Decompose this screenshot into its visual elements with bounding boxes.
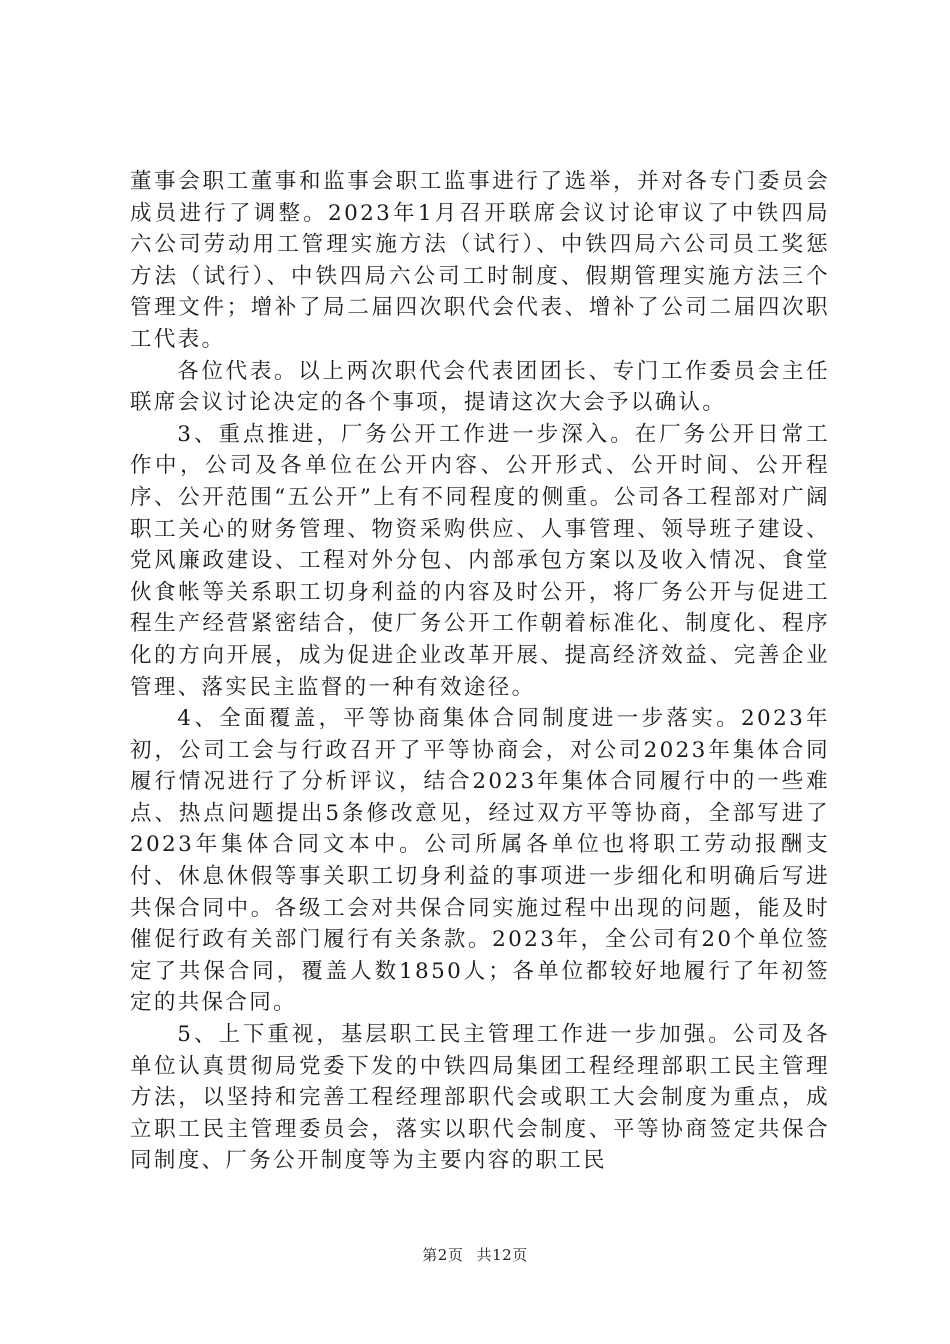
page-number-total: 共12页 bbox=[476, 1246, 528, 1264]
document-body bbox=[130, 166, 830, 1177]
paragraph-item-4: 4、全面覆盖，平等协商集体合同制度进一步落实。2023年初，公司工会与行政召开了平等协商会，对公司2023年集体合同履行情况进行了分析评议，结合2023年集体合同履行中的一些难点、热点问题提出5条修改意见，经过双方平等协商，全部写进了2023年集体合同文本中。公司所属各单位也将职工劳动报酬支付、休息休假等事关职工切身利益的事项进一步细化和明确后写进共保合同中。各级工会对共保合同实施过程中出现的问题，能及时催促行政有关部门履行有关条款。2023年，全公司有20个单位签定了共保合同，覆盖人数1850人；各单位都较好地履行了年初签定的共保合同。 bbox=[130, 706, 830, 1016]
page-number-current: 第2页 bbox=[422, 1246, 464, 1264]
paragraph-continuation: 董事会职工董事和监事会职工监事进行了选举，并对各专门委员会成员进行了调整。2023年1月召开联席会议讨论审议了中铁四局六公司劳动用工管理实施方法（试行）、中铁四局六公司员工奖惩方法（试行）、中铁四局六公司工时制度、假期管理实施方法三个管理文件；增补了局二届四次职代会代表、增补了公司二届四次职工代表。 bbox=[130, 169, 830, 352]
paragraph-item-5: 5、上下重视，基层职工民主管理工作进一步加强。公司及各单位认真贯彻局党委下发的中铁四局集团工程经理部职工民主管理方法，以坚持和完善工程经理部职代会或职工大会制度为重点，成立职工民主管理委员会，落实以职代会制度、平等协商签定共保合同制度、厂务公开制度等为主要内容的职工民 bbox=[130, 1022, 830, 1174]
paragraph-confirmation: 各位代表。以上两次职代会代表团团长、专门工作委员会主任联席会议讨论决定的各个事项，提请这次大会予以确认。 bbox=[130, 358, 830, 416]
paragraph-item-3: 3、重点推进，厂务公开工作进一步深入。在厂务公开日常工作中，公司及各单位在公开内容、公开形式、公开时间、公开程序、公开范围“五公开”上有不同程度的侧重。公司各工程部对广阔职工关心的财务管理、物资采购供应、人事管理、领导班子建设、党风廉政建设、工程对外分包、内部承包方案以及收入情况、食堂伙食帐等关系职工切身利益的内容及时公开，将厂务公开与促进工程生产经营紧密结合，使厂务公开工作朝着标准化、制度化、程序化的方向开展，成为促进企业改革开展、提高经济效益、完善企业管理、落实民主监督的一种有效途径。 bbox=[130, 421, 830, 700]
page-footer bbox=[0, 1244, 950, 1265]
